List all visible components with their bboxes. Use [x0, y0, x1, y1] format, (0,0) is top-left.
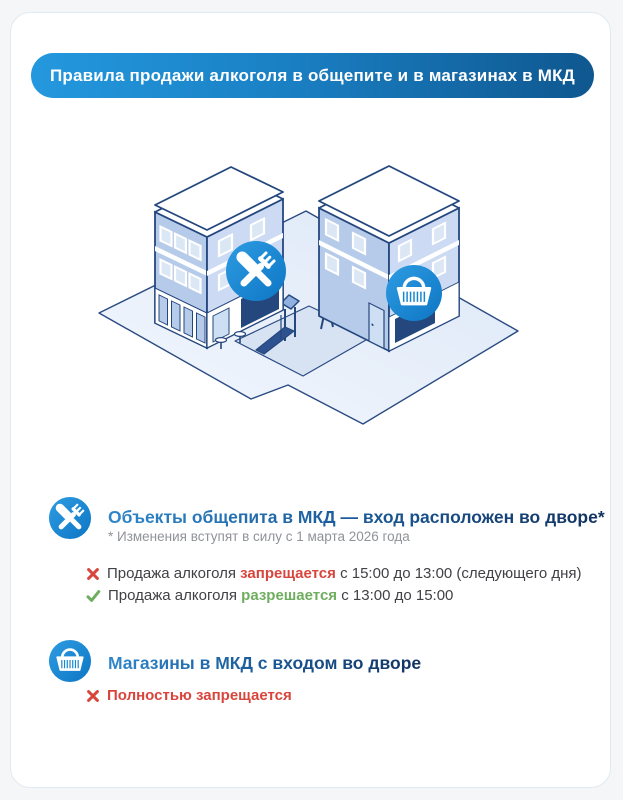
verdict-prohibited: запрещается [240, 565, 336, 582]
rules-catering [86, 565, 582, 604]
footnote: * Изменения вступят в силу с 1 марта 2026 года [108, 529, 410, 544]
verdict-fully-prohibited: Полностью запрещается [107, 687, 292, 704]
rule-text: Продажа алкоголя разрешается с 13:00 до 15:00 [108, 587, 454, 604]
check-icon [86, 589, 101, 603]
courtyard-illustration [93, 141, 533, 451]
poster-card [10, 12, 611, 788]
rules-stores [86, 687, 292, 704]
cross-icon [86, 689, 100, 703]
shopping-basket-icon [48, 639, 92, 683]
fork-knife-icon [226, 241, 286, 301]
fork-knife-icon [48, 496, 92, 540]
cross-icon [86, 567, 100, 581]
rule-allowed [86, 587, 582, 604]
poster-title: Правила продажи алкоголя в общепите и в магазинах в МКД [31, 53, 594, 98]
shopping-basket-icon [386, 265, 442, 321]
rule-text: Продажа алкоголя запрещается с 15:00 до 13:00 (следующего дня) [107, 565, 582, 582]
rule-fully-prohibited [86, 687, 292, 704]
verdict-allowed: разрешается [241, 587, 338, 604]
section-title-catering: Объекты общепита в МКД — вход расположен во дворе* [108, 507, 605, 527]
section-title-stores: Магазины в МКД с входом во дворе [108, 653, 422, 673]
rule-prohibited [86, 565, 582, 582]
store-building [319, 166, 459, 351]
